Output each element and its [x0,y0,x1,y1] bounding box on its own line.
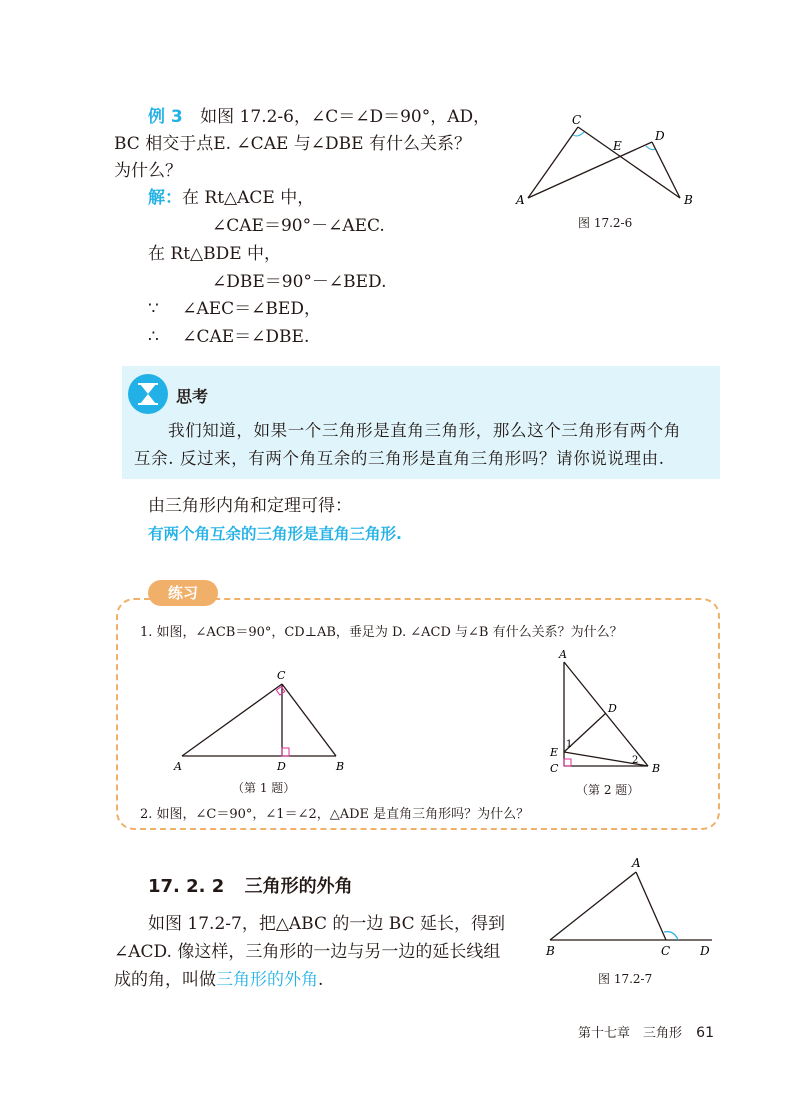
line-ad [528,142,652,198]
point-label-b: B [684,193,693,207]
line-ab [564,662,648,766]
point-label-a: A [174,760,182,773]
point-label-d: D [700,944,710,958]
point-label-a: A [559,648,567,661]
solution-text-6: ∠CAE＝∠DBE. [182,327,310,347]
thinking-text-1: 我们知道，如果一个三角形是直角三角形，那么这个三角形有两个角 [168,421,681,440]
figure-caption-17-2-6: 图 17.2-6 [578,216,633,230]
practice-figure-2-caption: （第 2 题） [576,783,640,797]
point-label-c: C [661,944,671,958]
example-line-1 [148,104,490,130]
example-text-1: 如图 17.2-6，∠C＝∠D＝90°，AD， [200,107,491,127]
conclusion-intro: 由三角形内角和定理可得： [148,496,352,516]
point-label-d: D [655,129,665,143]
point-label-d: D [277,760,286,773]
point-label-b: B [652,762,661,775]
page-number: 61 [696,1025,714,1041]
practice-figure-2 [540,644,670,776]
section-paragraph-2: ∠ACD. 像这样，三角形的一边与另一边的延长线组 [114,942,501,962]
section-paragraph-1: 如图 17.2-7，把△ABC 的一边 BC 延长，得到 [148,914,506,934]
practice-question-2: 2. 如图，∠C＝90°，∠1＝∠2，△ADE 是直角三角形吗？为什么？ [140,807,530,822]
point-label-b: B [336,760,345,773]
solution-text-5: ∠AEC＝∠BED， [182,299,321,319]
footer [578,1022,714,1041]
section-text-3a: 成的角，叫做 [114,970,216,990]
point-label-e: E [550,746,559,759]
solution-text-1: 在 Rt△ACE 中， [182,188,315,208]
example-text-3: 为什么？ [114,161,182,181]
line-ac [636,872,666,940]
exterior-angle-term: 三角形的外角 [216,970,318,990]
practice-tag: 练习 [148,580,218,606]
line-db [652,142,680,198]
point-label-c: C [277,669,286,682]
figure-caption-17-2-7: 图 17.2-7 [598,972,653,986]
point-label-b: B [546,944,555,958]
solution-text-3: 在 Rt△BDE 中， [148,244,282,264]
because-symbol: ∵ [148,299,159,319]
figure-17-2-6 [510,112,710,212]
right-angle-c [564,759,571,766]
therefore-symbol: ∴ [148,327,159,347]
solution-text-2: ∠CAE＝90°－∠AEC. [212,216,385,236]
section-title: 三角形的外角 [244,876,353,897]
line-cb [578,127,680,198]
point-label-e: E [613,139,622,153]
solution-line-1 [148,185,314,211]
footer-chapter: 第十七章 三角形 [578,1026,683,1041]
line-cb [282,684,336,756]
right-angle-d [282,748,289,756]
practice-figure-1-caption: （第 1 题） [232,781,296,795]
hourglass-icon [128,374,168,414]
figure-17-2-7 [540,852,730,962]
angle-label-1: 1 [566,739,573,750]
thinking-text-2: 互余. 反过来，有两个角互余的三角形是直角三角形吗？请你说说理由. [134,449,665,468]
point-label-c: C [572,113,582,127]
point-label-a: A [632,856,641,870]
solution-line-5 [148,296,321,322]
theorem-text: 有两个角互余的三角形是直角三角形. [148,525,402,543]
thinking-title: 思考 [176,387,209,406]
point-label-c: C [550,762,559,775]
practice-figure-1 [170,668,360,774]
section-number: 17. 2. 2 [148,876,225,897]
point-label-a: A [516,193,525,207]
solution-line-6 [148,324,309,350]
line-ac [182,684,282,756]
section-heading [148,872,353,898]
solution-label: 解： [148,188,182,208]
point-label-d: D [608,702,617,715]
angle-label-2: 2 [632,755,639,766]
example-text-2: BC 相交于点E. ∠CAE 与∠DBE 有什么关系？ [114,134,471,154]
line-ba [550,872,636,940]
section-paragraph-3 [114,967,323,993]
practice-question-1: 1. 如图，∠ACB＝90°，CD⊥AB，垂足为 D. ∠ACD 与∠B 有什么关系？为什么？ [140,625,623,640]
example-label: 例 3 [148,107,183,127]
section-text-3b: . [318,970,324,990]
solution-text-4: ∠DBE＝90°－∠BED. [212,272,387,292]
